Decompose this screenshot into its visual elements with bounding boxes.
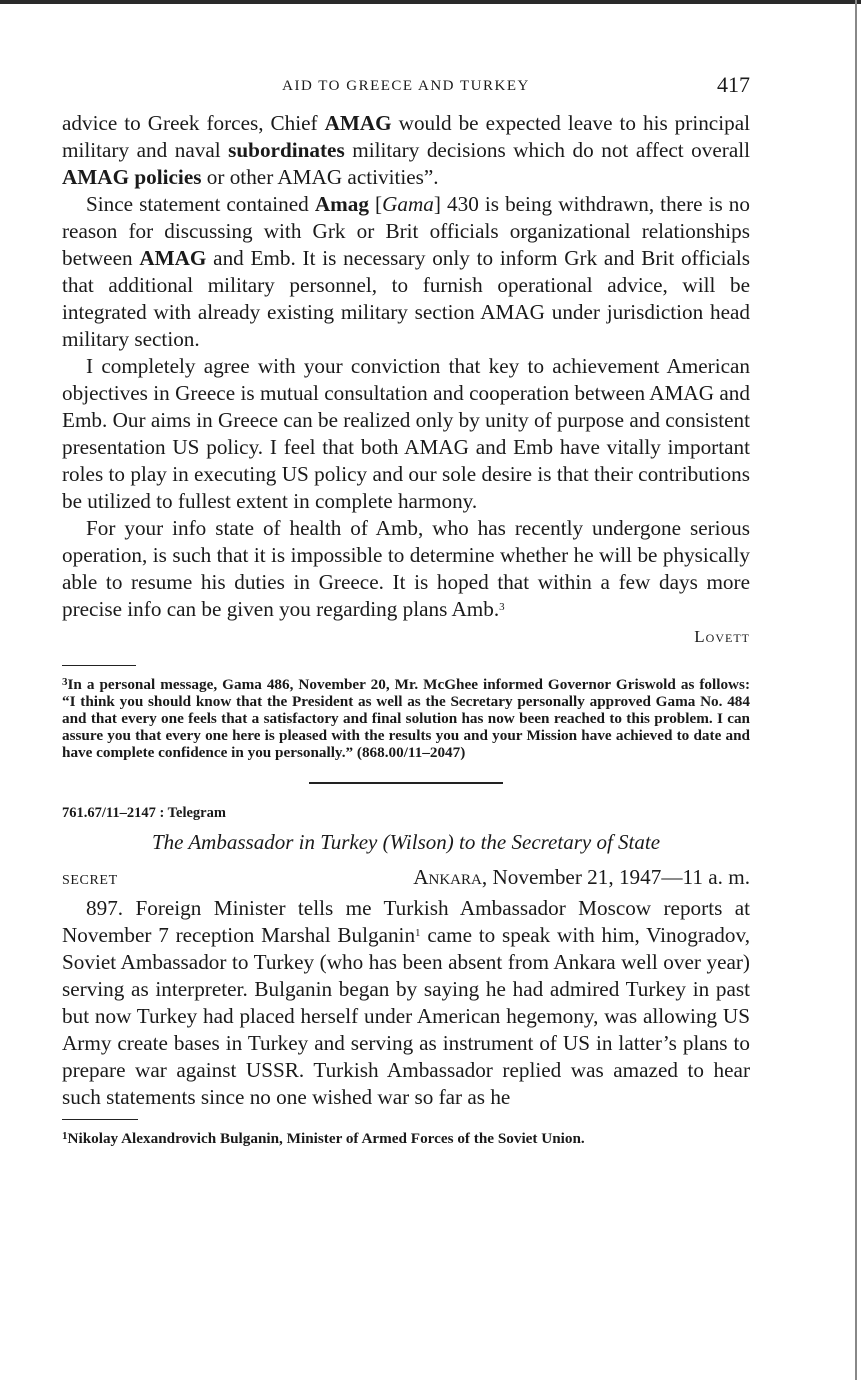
place-and-date: Ankara, November 21, 1947—11 a. m. (413, 865, 750, 889)
file-reference: 761.67/11–2147 : Telegram (62, 805, 226, 821)
paragraph-4: For your info state of health of Amb, who has recently undergone serious operation, is such that it is impossible to determine whether he will be physically able to resume his duties in Greece. It is hoped that within a few days more precise info can be given you regarding plans Amb.$^3$ (62, 516, 750, 621)
telegram-paragraph: 897. Foreign Minister tells me Turkish Ambassador Moscow reports at November 7 reception Marshal Bulganin$^1$ came to speak with him, Vinogradov, Soviet Ambassador to Turkey (who has been absent from Ankara well over year) serving as interpreter. Bulganin began by saying he had admired Turkey in past but now Turkey had placed herself under American hegemony, was allowing US Army create bases in Turkey and serving as instrument of US in latter’s plans to prepare war against USSR. Turkish Ambassador replied was amazed to hear such statements since no one wished war so far as he (62, 896, 750, 1109)
right-border (855, 0, 857, 1380)
page-number: 417 (717, 72, 750, 97)
footnote-1: $^1$Nikolay Alexandrovich Bulganin, Minister of Armed Forces of the Soviet Union. (62, 1130, 585, 1147)
page (62, 70, 750, 1147)
running-head: AID TO GREECE AND TURKEY (282, 78, 530, 94)
footnote-ref-3[interactable]: 3 (499, 601, 505, 613)
dateline (62, 865, 750, 895)
footnote-divider (62, 665, 136, 666)
footnote-ref-1[interactable]: 1 (415, 927, 421, 939)
paragraph-1: advice to Greek forces, Chief AMAG would be expected leave to his principal military and naval subordinates military decisions which do not affect overall AMAG policies or other AMAG activities”. (62, 111, 751, 189)
classification: SECRET (62, 873, 118, 888)
footnote-3: $^3$In a personal message, Gama 486, November 20, Mr. McGhee informed Governor Griswold as follows: “I think you should know that the President as well as the Secretary personally approved Gama No. 484 and that every one feels that a satisfactory and final solution has now been reached to this problem. I can assure you that every one here is pleased with the results you and your Mission have achieved to date and have complete confidence in you personally.” (868.00/11–2047) (62, 676, 750, 761)
top-border (0, 0, 861, 4)
footnote-marker: 3 (62, 676, 68, 688)
telegram-body (62, 895, 750, 1111)
signature: Lovett (694, 627, 750, 646)
footnote-marker: 1 (62, 1130, 68, 1142)
section-divider (309, 782, 503, 784)
footnote-divider (62, 1119, 138, 1120)
paragraph-3: I completely agree with your conviction that key to achievement American objectives in Greece is mutual consultation and cooperation between AMAG and Emb. Our aims in Greece can be realized only by unity of purpose and consistent presentation US policy. I feel that both AMAG and Emb have vitally important roles to play in executing US policy and our sole desire is that their contributions be utilized to fullest extent in complete harmony. (62, 354, 750, 513)
page-header (62, 70, 750, 110)
document-title: The Ambassador in Turkey (Wilson) to the Secretary of State (151, 830, 661, 854)
paragraph-2: Since statement contained Amag [Gama] 430 is being withdrawn, there is no reason for discussing with Grk or Brit officials organizational relationships between AMAG and Emb. It is necessary only to inform Grk and Brit officials that additional military personnel, to furnish operational advice, will be integrated with already existing military section AMAG under jurisdiction head military section. (62, 192, 750, 351)
letter-body (62, 110, 750, 649)
